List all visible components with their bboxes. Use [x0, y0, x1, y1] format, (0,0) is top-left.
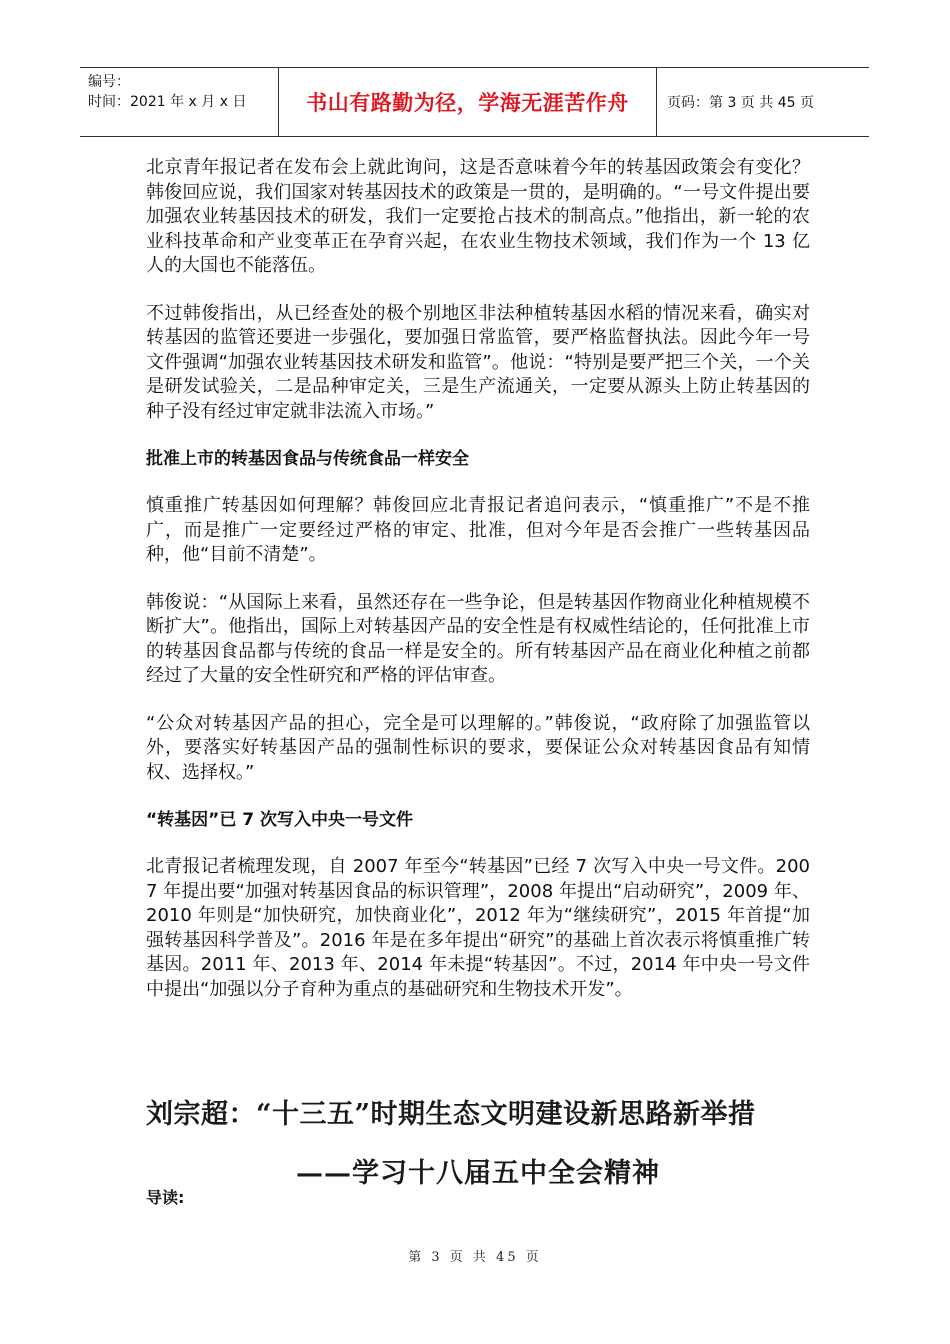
article-title-line1: 刘宗超：“十三五”时期生态文明建设新思路新举措 — [146, 1099, 756, 1130]
time-label: 时间：2021 年 x 月 x 日 — [88, 94, 247, 110]
main-content — [146, 156, 810, 1025]
header-meta — [80, 68, 279, 136]
article-title-line2: ——学习十八届五中全会精神 — [296, 1158, 660, 1189]
section-heading: “转基因”已 7 次写入中央一号文件 — [146, 810, 414, 830]
header-page-info: 页码：第 3 页 共 45 页 — [667, 95, 814, 111]
number-label: 编号： — [88, 74, 130, 90]
guide-label: 导读: — [146, 1188, 185, 1207]
header-motto: 书山有路勤为径，学海无涯苦作舟 — [279, 68, 657, 136]
paragraph: 北京青年报记者在发布会上就此询问，这是否意味着今年的转基因政策会有变化？韩俊回应说，我们国家对转基因技术的政策是一贯的，是明确的。“一号文件提出要加强农业转基因技术的研发，我们一定要抢占技术的制高点。”他指出，新一轮的农业科技革命和产业变革正在孕育兴起，在农业生物技术领域，我们作为一个 13 亿人的大国也不能落伍。 — [146, 157, 810, 276]
paragraph: “公众对转基因产品的担心，完全是可以理解的。”韩俊说，“政府除了加强监管以外，要落实好转基因产品的强制性标识的要求，要保证公众对转基因食品有知情权、选择权。” — [146, 712, 810, 783]
paragraph: 北青报记者梳理发现，自 2007 年至今“转基因”已经 7 次写入中央一号文件。2007 年提出要“加强对转基因食品的标识管理”，2008 年提出“启动研究”，2009 年、2010 年则是“加快研究，加快商业化”，2012 年为“继续研究”，2015 年首提“加强转基因科学普及”。2016 年是在多年提出“研究”的基础上首次表示将慎重推广转基因。2011 年、2013 年、2014 年未提“转基因”。不过，2014 年中央一号文件中提出“加强以分子育种为重点的基础研究和生物技术开发”。 — [146, 856, 810, 1000]
section-heading: 批准上市的转基因食品与传统食品一样安全 — [146, 449, 469, 469]
article-title — [146, 1092, 810, 1190]
paragraph: 不过韩俊指出，从已经查处的极个别地区非法种植转基因水稻的情况来看，确实对转基因的监管还要进一步强化，要加强日常监管，要严格监督执法。因此今年一号文件强调“加强农业转基因技术研发和监管”。他说：“特别是要严把三个关，一个关是研发试验关，二是品种审定关，三是生产流通关，一定要从源头上防止转基因的种子没有经过审定就非法流入市场。” — [146, 302, 810, 422]
paragraph: 慎重推广转基因如何理解？韩俊回应北青报记者追问表示，“慎重推广”不是不推广，而是推广一定要经过严格的审定、批准，但对今年是否会推广一些转基因品种，他“目前不清楚”。 — [146, 495, 810, 565]
page-header — [80, 67, 869, 137]
paragraph: 韩俊说：“从国际上来看，虽然还存在一些争论，但是转基因作物商业化种植规模不断扩大”。他指出，国际上对转基因产品的安全性是有权威性结论的，任何批准上市的转基因食品都与传统的食品一样是安全的。所有转基因产品在商业化种植之前都经过了大量的安全性研究和严格的评估审查。 — [146, 591, 810, 686]
page-footer: 第 3 页 共 45 页 — [408, 1250, 542, 1265]
